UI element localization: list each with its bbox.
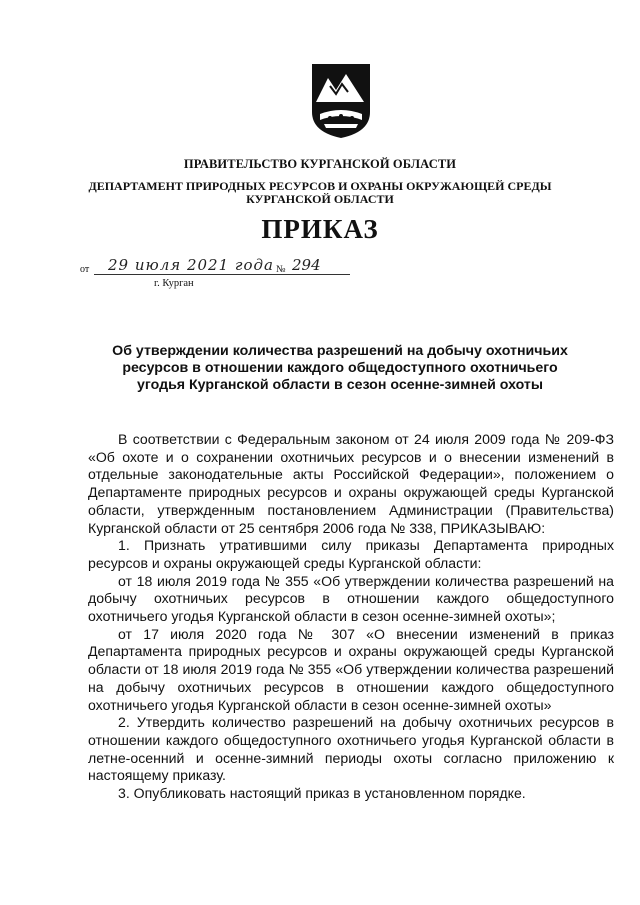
from-label: от — [80, 264, 90, 275]
item-3-paragraph: 3. Опубликовать настоящий приказ в установленном порядке. — [118, 785, 526, 802]
item-1a-paragraph: от 18 июля 2019 года № 355 «Об утверждении количества разрешений на добычу охотничьих ресурсов в отношении каждого общедоступного охотничьего угодья Курганской области в сезон осенне-зимней охоты»; — [88, 572, 614, 625]
department-heading-line2: КУРГАНСКОЙ ОБЛАСТИ — [246, 192, 394, 206]
government-heading: ПРАВИТЕЛЬСТВО КУРГАНСКОЙ ОБЛАСТИ — [183, 157, 457, 171]
item-1b-paragraph: от 17 июля 2020 года № 307 «О внесении изменений в приказ Департамента природных ресурсов и охраны окружающей среды Курганской области от 18 июля 2019 года № 355 «Об утверждении количества разрешений на добычу охотничьих ресурсов в отношении каждого общедоступного охотничьего угодья Курганской области в сезон осенне-зимней охоты» — [88, 625, 614, 713]
item-1-paragraph: 1. Признать утратившими силу приказы Департамента природных ресурсов и охраны окружающей среды Курганской области: — [88, 537, 614, 571]
number-underline — [288, 274, 342, 275]
city-label: г. Курган — [154, 278, 194, 289]
item-2-paragraph: 2. Утвердить количество разрешений на добычу охотничьих ресурсов в отношении каждого общедоступного охотничьего угодья Курганской области в летне-осенний и осенне-зимний периоды охоты согласно приложению к настоящему приказу. — [88, 714, 614, 784]
handwritten-number: 294 — [292, 256, 321, 274]
department-heading-line1: ДЕПАРТАМЕНТ ПРИРОДНЫХ РЕСУРСОВ И ОХРАНЫ ОКРУЖАЮЩЕЙ СРЕДЫ — [88, 179, 552, 193]
preamble-paragraph: В соответствии с Федеральным законом от 24 июля 2009 года № 209-ФЗ «Об охоте и о сохранении охотничьих ресурсов и о внесении изменений в отдельные законодательные акты Российской Федерации», положением о Департаменте природных ресурсов и охраны окружающей среды Курганской области, утвержденным постановлением Администрации (Правительства) Курганской области от 25 сентября 2006 года № 338, ПРИКАЗЫВАЮ: — [88, 431, 614, 536]
subject-line: ресурсов в отношении каждого общедоступного охотничьего — [122, 360, 558, 376]
subject-line: Об утверждении количества разрешений на добычу охотничьих — [112, 343, 568, 359]
document-type-title: ПРИКАЗ — [261, 214, 379, 244]
subject-line: угодья Курганской области в сезон осенне-зимней охоты — [136, 377, 543, 393]
date-number-row — [80, 258, 380, 278]
coat-of-arms-icon — [306, 62, 376, 140]
order-subject — [70, 343, 610, 394]
handwritten-date: 29 июля 2021 года — [108, 256, 274, 274]
order-body — [88, 431, 614, 803]
number-label: № — [276, 264, 286, 275]
